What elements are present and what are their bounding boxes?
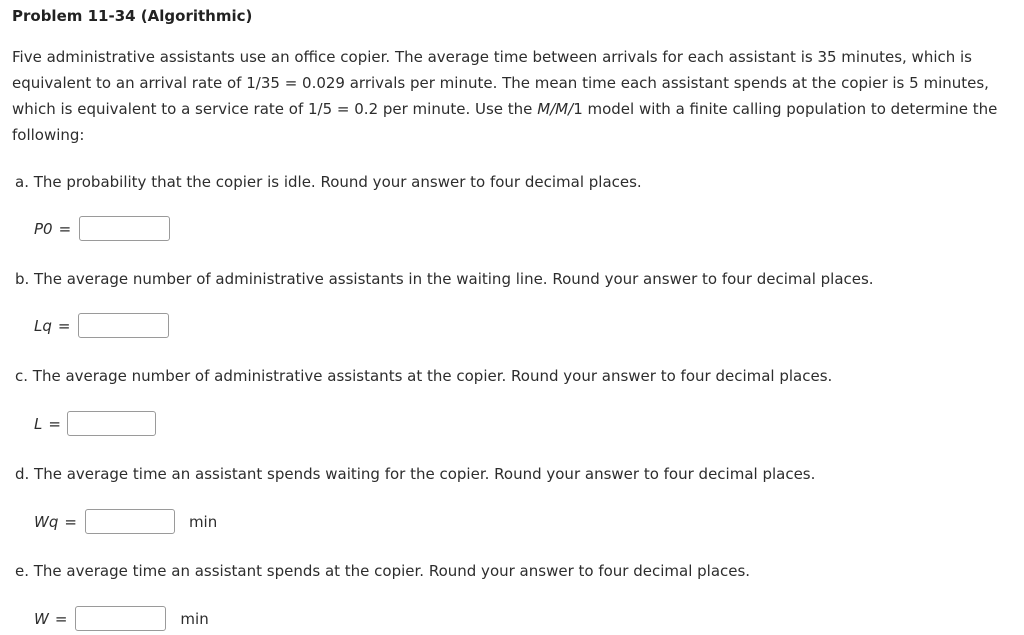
equals-sign: = [48,414,61,433]
wq-unit: min [188,512,218,531]
question-b: b. The average number of administrative assistants in the waiting line. Round your answer to four decimal places. [15,270,874,288]
equals-sign: = [54,609,68,628]
answer-row-b [34,313,169,338]
question-d: d. The average time an assistant spends waiting for the copier. Round your answer to four decimal places. [15,465,816,483]
answer-row-c [34,411,156,436]
lq-input[interactable] [78,313,169,338]
w-input[interactable] [75,606,166,631]
question-c: c. The average number of administrative assistants at the copier. Round your answer to four decimal places. [15,367,833,385]
equals-sign: = [57,316,71,335]
intro-text-2: 1 model with a finite calling population to determine the following: [12,100,998,144]
question-a: a. The probability that the copier is idle. Round your answer to four decimal places. [15,173,642,191]
symbol-w: W [34,609,49,628]
w-unit: min [180,609,209,628]
answer-row-a [34,216,170,241]
problem-title: Problem 11-34 (Algorithmic) [12,7,253,25]
symbol-l: L [34,414,43,433]
question-e: e. The average time an assistant spends at the copier. Round your answer to four decimal places. [15,562,751,580]
answer-row-e [34,606,209,631]
intro-text-1: Five administrative assistants use an office copier. The average time between arrivals for each assistant is 35 minutes, which is equivalent to an arrival rate of 1/35 = 0.029 arrivals per minute. The mean time each assistant spends at the copier is 5 minutes, which is equivalent to a service rate of 1/5 = 0.2 per minute. Use the [12,48,989,118]
equals-sign: = [64,512,77,531]
equals-sign: = [58,219,72,238]
intro-model: M/M/ [537,100,574,118]
p0-input[interactable] [79,216,170,241]
l-input[interactable] [67,411,156,436]
problem-intro [12,44,1017,148]
answer-row-d [34,509,217,534]
symbol-wq: Wq [34,512,59,531]
symbol-p0: P0 [34,219,53,238]
wq-input[interactable] [85,509,175,534]
symbol-lq: Lq [34,316,52,335]
